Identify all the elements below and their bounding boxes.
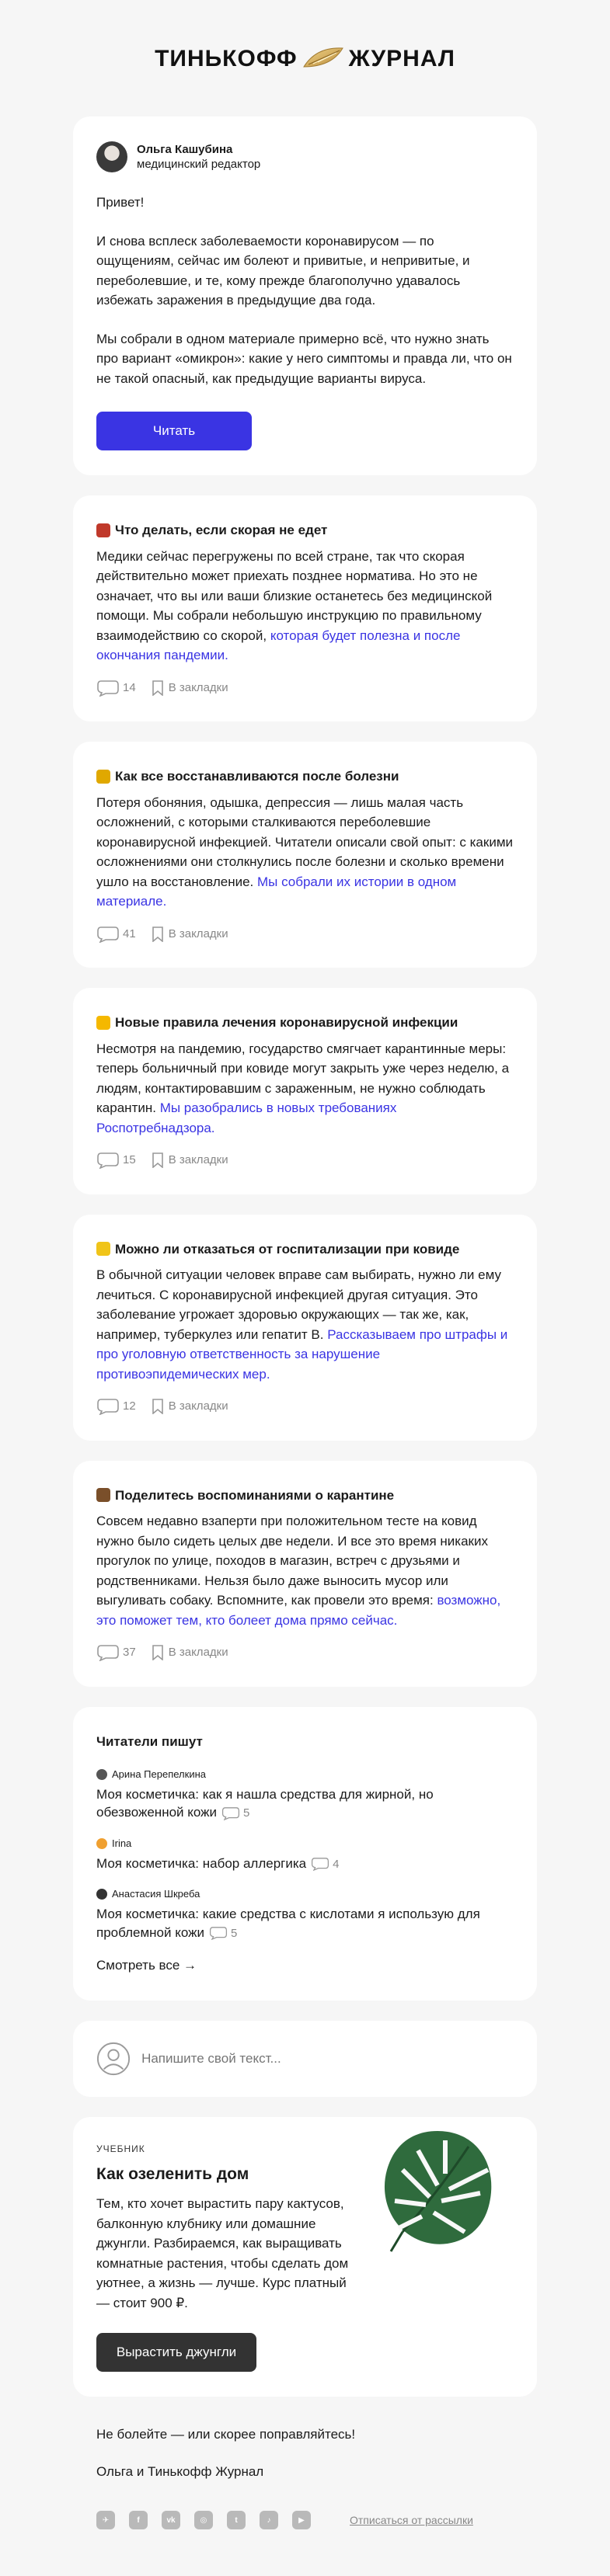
- monstera-leaf-icon: [371, 2123, 504, 2255]
- user-avatar-icon: [96, 2041, 131, 2077]
- youtube-icon[interactable]: ▶: [292, 2511, 311, 2529]
- article-link[interactable]: Мы собрали их истории в одном материале.: [96, 874, 457, 909]
- bookmark-icon[interactable]: [152, 680, 164, 696]
- article-meta: [96, 1152, 514, 1170]
- course-label: УЧЕБНИК: [96, 2143, 145, 2154]
- course-title: Как озеленить дом: [96, 2164, 249, 2183]
- article-card: [73, 1461, 537, 1687]
- grow-jungle-button[interactable]: Вырастить джунгли: [96, 2333, 256, 2372]
- author-name: Ольга Кашубина: [137, 142, 233, 156]
- comment-icon[interactable]: [96, 680, 120, 697]
- article-emoji-icon: [96, 1242, 110, 1256]
- logo-right-text: ЖУРНАЛ: [348, 45, 455, 71]
- coat-of-arms-icon: [301, 43, 346, 73]
- bookmark-icon[interactable]: [152, 1152, 164, 1168]
- article-emoji-icon: [96, 1016, 110, 1030]
- bookmark-icon[interactable]: [152, 926, 164, 942]
- comment-count[interactable]: 14: [123, 680, 136, 694]
- reader-comments[interactable]: [217, 1805, 249, 1821]
- footer-line-1: Не болейте — или скорее поправляйтесь!: [96, 2427, 356, 2442]
- compose-card: [73, 2021, 537, 2097]
- reader-post-title[interactable]: Моя косметичка: какие средства с кислотами я использую для проблемной кожи: [96, 1906, 480, 1940]
- reader-avatar: [96, 1889, 107, 1900]
- tiktok-icon[interactable]: ♪: [260, 2511, 278, 2529]
- reader-comment-count: 5: [243, 1806, 250, 1820]
- bookmark-icon[interactable]: [152, 1399, 164, 1414]
- read-button[interactable]: Читать: [96, 412, 252, 450]
- readers-card: [73, 1707, 537, 2001]
- article-meta: [96, 680, 514, 697]
- reader-name: Арина Перепелкина: [112, 1768, 206, 1780]
- comment-icon[interactable]: [96, 1398, 120, 1415]
- reader-post[interactable]: [96, 1886, 514, 1942]
- bookmark-label[interactable]: В закладки: [168, 680, 228, 694]
- logo[interactable]: [155, 41, 455, 76]
- article-text: Медики сейчас перегружены по всей стране, так что скорая действительно может приехать позднее норматива. Но это не означает, что вы или ваши близкие останетесь без медицинской помощи. Мы собрали небольшую инструкцию по правильному взаимодействию со скорой, которая будет полезна и после окончания пандемии.: [96, 548, 493, 662]
- footer-line-2: Ольга и Тинькофф Журнал: [96, 2463, 264, 2479]
- course-description: Тем, кто хочет вырастить пару кактусов, балконную клубнику или домашние джунгли. Разбираемся, как выращивать комнатные растения, чтобы сделать дом уютнее, а жизнь — лучше. Курс платный — стоит 900 ₽.: [96, 2196, 349, 2310]
- article-meta: [96, 1398, 514, 1416]
- article-emoji-icon: [96, 1488, 110, 1502]
- instagram-icon[interactable]: ◎: [194, 2511, 213, 2529]
- avatar: [96, 141, 127, 172]
- article-card: [73, 1215, 537, 1441]
- reader-name: Irina: [112, 1837, 132, 1850]
- article-title[interactable]: Поделитесь воспоминаниями о карантине: [96, 1486, 514, 1506]
- readers-title: Читатели пишут: [96, 1733, 203, 1749]
- comment-count[interactable]: 15: [123, 1153, 136, 1166]
- reader-post[interactable]: [96, 1767, 514, 1822]
- bookmark-label[interactable]: В закладки: [168, 926, 228, 940]
- reader-name: Анастасия Шкреба: [112, 1888, 200, 1900]
- course-card: [73, 2117, 537, 2397]
- intro-paragraph-2: Мы собрали в одном материале примерно всё, что нужно знать про вариант «омикрон»: какие у него симптомы и правда ли, что он не такой опасный, как предыдущие варианты вируса.: [96, 331, 512, 386]
- comment-icon[interactable]: [96, 926, 120, 943]
- article-link[interactable]: которая будет полезна и после окончания пандемии.: [96, 627, 461, 662]
- comment-count[interactable]: 37: [123, 1646, 136, 1659]
- comment-icon[interactable]: [96, 1644, 120, 1661]
- reader-post-title[interactable]: Моя косметичка: как я нашла средства для жирной, но обезвоженной кожи: [96, 1786, 434, 1820]
- article-link[interactable]: возможно, это поможет тем, кто болеет дома прямо сейчас.: [96, 1593, 501, 1628]
- bookmark-label[interactable]: В закладки: [168, 1153, 228, 1166]
- article-emoji-icon: [96, 523, 110, 537]
- article-card: [73, 742, 537, 968]
- reader-comment-count: 4: [333, 1857, 340, 1871]
- article-text: Совсем недавно взаперти при положительном тесте на ковид нужно было сидеть целых две недели. И все это время никаких прогулок по улице, походов в магазин, встреч с друзьями и родственниками. Нельзя было даже выносить мусор или выгуливать собаку. Вспомните, как провели это время: возможно, это поможет тем, кто болеет дома прямо сейчас.: [96, 1514, 501, 1628]
- social-links: [96, 2511, 514, 2529]
- intro-card: [73, 116, 537, 475]
- comment-count[interactable]: 12: [123, 1399, 136, 1413]
- comment-icon[interactable]: [96, 1152, 120, 1169]
- twitter-icon[interactable]: t: [227, 2511, 246, 2529]
- article-title[interactable]: Что делать, если скорая не едет: [96, 520, 514, 541]
- reader-avatar: [96, 1838, 107, 1849]
- article-emoji-icon: [96, 770, 110, 784]
- footer: [73, 2417, 537, 2529]
- article-card: [73, 988, 537, 1194]
- article-title[interactable]: Можно ли отказаться от госпитализации при ковиде: [96, 1239, 514, 1260]
- bookmark-label[interactable]: В закладки: [168, 1399, 228, 1413]
- article-text: В обычной ситуации человек вправе сам выбирать, нужно ли ему лечиться. С коронавирусной инфекцией другая ситуация. Это заболевание угрожает здоровью окружающих — так же, как, например, туберкулез или гепатит B. Рассказываем про штрафы и про уголовную ответственность за нарушение противоэпидемических мер.: [96, 1267, 508, 1382]
- comment-count[interactable]: 41: [123, 926, 136, 940]
- header: [0, 0, 610, 116]
- article-title[interactable]: Новые правила лечения коронавирусной инфекции: [96, 1013, 514, 1033]
- monstera-plant-image: [361, 2123, 514, 2314]
- articles-list: [0, 495, 610, 1687]
- intro-paragraph-1: И снова всплеск заболеваемости коронавирусом — по ощущениям, сейчас им болеют и привитые, и непривитые, и переболевшие, и те, кому прежде благополучно удавалось избежать заражения в предыдущие два года.: [96, 233, 470, 308]
- article-meta: [96, 1644, 514, 1662]
- bookmark-label[interactable]: В закладки: [168, 1646, 228, 1659]
- article-link[interactable]: Рассказываем про штрафы и про уголовную ответственность за нарушение противоэпидемических мер.: [96, 1326, 508, 1382]
- reader-post-title[interactable]: Моя косметичка: набор аллергика: [96, 1855, 307, 1871]
- facebook-icon[interactable]: f: [129, 2511, 148, 2529]
- greeting: Привет!: [96, 195, 145, 210]
- article-meta: [96, 926, 514, 944]
- reader-avatar: [96, 1769, 107, 1780]
- vk-icon[interactable]: vk: [162, 2511, 180, 2529]
- see-all-link[interactable]: Смотреть все →: [96, 1958, 197, 1973]
- compose-input[interactable]: [141, 2051, 514, 2067]
- article-text: Потеря обоняния, одышка, депрессия — лишь малая часть осложнений, с которыми сталкиваются переболевшие коронавирусной инфекцией. Читатели описали свой опыт: с какими осложнениями они столкнулись после болезни и сколько времени ушло на восстановление. Мы собрали их истории в одном материале.: [96, 794, 513, 909]
- logo-left-text: ТИНЬКОФФ: [155, 45, 298, 71]
- reader-comments[interactable]: [306, 1856, 339, 1872]
- reader-comment-count: 5: [230, 1926, 238, 1940]
- author: [96, 141, 514, 172]
- telegram-icon[interactable]: ✈: [96, 2511, 115, 2529]
- readers-list: [96, 1767, 514, 1942]
- article-title[interactable]: Как все восстанавливаются после болезни: [96, 767, 514, 787]
- bookmark-icon[interactable]: [152, 1645, 164, 1660]
- article-link[interactable]: Мы разобрались в новых требованиях Роспотребнадзора.: [96, 1100, 397, 1135]
- author-role: медицинский редактор: [137, 158, 261, 171]
- unsubscribe-link[interactable]: Отписаться от рассылки: [350, 2513, 473, 2526]
- reader-comments[interactable]: [204, 1925, 237, 1942]
- reader-post[interactable]: [96, 1836, 514, 1872]
- article-text: Несмотря на пандемию, государство смягчает карантинные меры: теперь больничный при ковиде могут закрыть уже через неделю, а людям, контактировавшим с зараженным, не нужно соблюдать карантин. Мы разобрались в новых требованиях Роспотребнадзора.: [96, 1041, 510, 1135]
- article-card: [73, 495, 537, 721]
